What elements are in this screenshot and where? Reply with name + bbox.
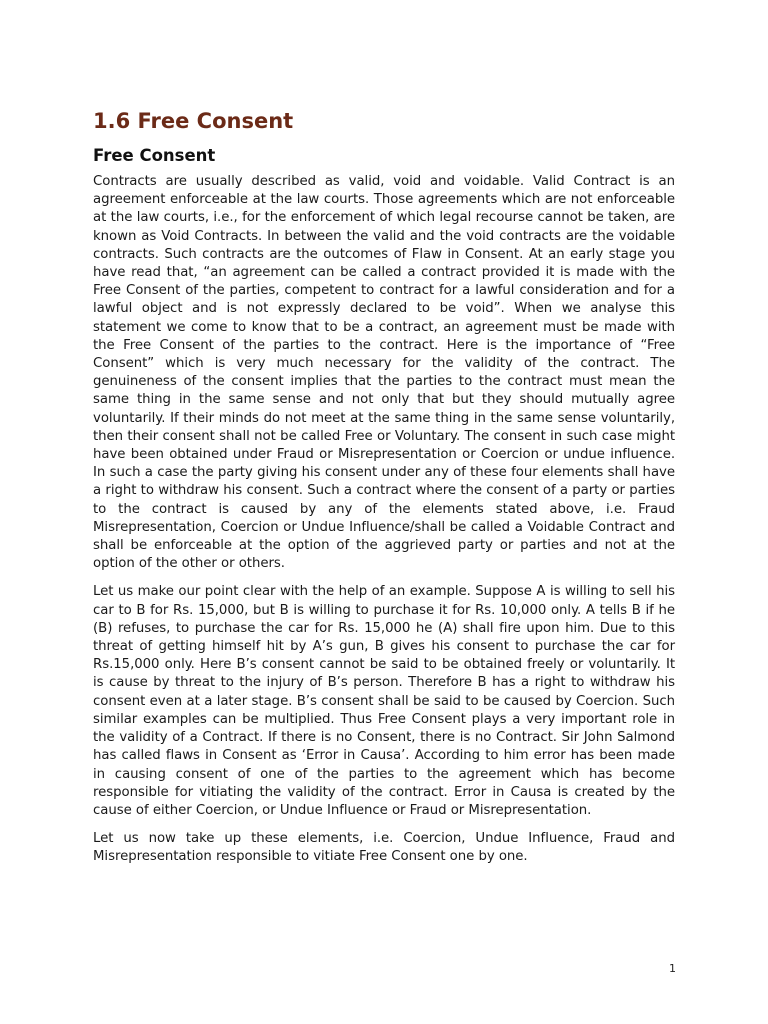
paragraph-3: Let us now take up these elements, i.e. Coercion, Undue Influence, Fraud and Misrepresentation responsible to vitiate Free Consent one by one. <box>93 831 675 865</box>
page-number: 1 <box>669 962 676 975</box>
subtitle: Free Consent <box>93 146 216 165</box>
paragraph-1: Contracts are usually described as valid, void and voidable. Valid Contract is an agreement enforceable at the law courts. Those agreements which are not enforceable at the law courts, i.e., for the enforcement of which legal recourse cannot be taken, are known as Void Contracts. In between the valid and the void contracts are the voidable contracts. Such contracts are the outcomes of Flaw in Consent. At an early stage you have read that, “an agreement can be called a contract provided it is made with the Free Consent of the parties, competent to contract for a lawful consideration and for a lawful object and is not expressly declared to be void”. When we analyse this statement we come to know that to be a contract, an agreement must be made with the Free Consent of the parties to the contract. Here is the importance of “Free Consent” which is very much necessary for the validity of the contract. The genuineness of the consent implies that the parties to the contract must mean the same thing in the same sense and not only that but they should mutually agree voluntarily. If their minds do not meet at the same thing in the same sense voluntarily, then their consent shall not be called Free or Voluntary. The consent in such case might have been obtained under Fraud or Misrepresentation or Coercion or undue influence. In such a case the party giving his consent under any of these four elements shall have a right to withdraw his consent. Such a contract where the consent of a party or parties to the contract is caused by any of the elements stated above, i.e. Fraud Misrepresentation, Coercion or Undue Influence/shall be called a Voidable Contract and shall be enforceable at the option of the aggrieved party or parties and not at the option of the other or others. <box>93 174 675 572</box>
page-content <box>93 106 675 877</box>
section-title: 1.6 Free Consent <box>93 109 294 133</box>
paragraph-2: Let us make our point clear with the help of an example. Suppose A is willing to sell his car to B for Rs. 15,000, but B is willing to purchase it for Rs. 10,000 only. A tells B if he (B) refuses, to purchase the car for Rs. 15,000 he (A) shall fire upon him. Due to this threat of getting himself hit by A’s gun, B gives his consent to purchase the car for Rs.15,000 only. Here B’s consent cannot be said to be obtained freely or voluntarily. It is cause by threat to the injury of B’s person. Therefore B has a right to withdraw his consent even at a later stage. B’s consent shall be said to be caused by Coercion. Such similar examples can be multiplied. Thus Free Consent plays a very important role in the validity of a Contract. If there is no Consent, there is no Contract. Sir John Salmond has called flaws in Consent as ‘Error in Causa’. According to him error has been made in causing consent of one of the parties to the agreement which has become responsible for vitiating the validity of the contract. Error in Causa is created by the cause of either Coercion, or Undue Influence or Fraud or Misrepresentation. <box>93 584 675 818</box>
